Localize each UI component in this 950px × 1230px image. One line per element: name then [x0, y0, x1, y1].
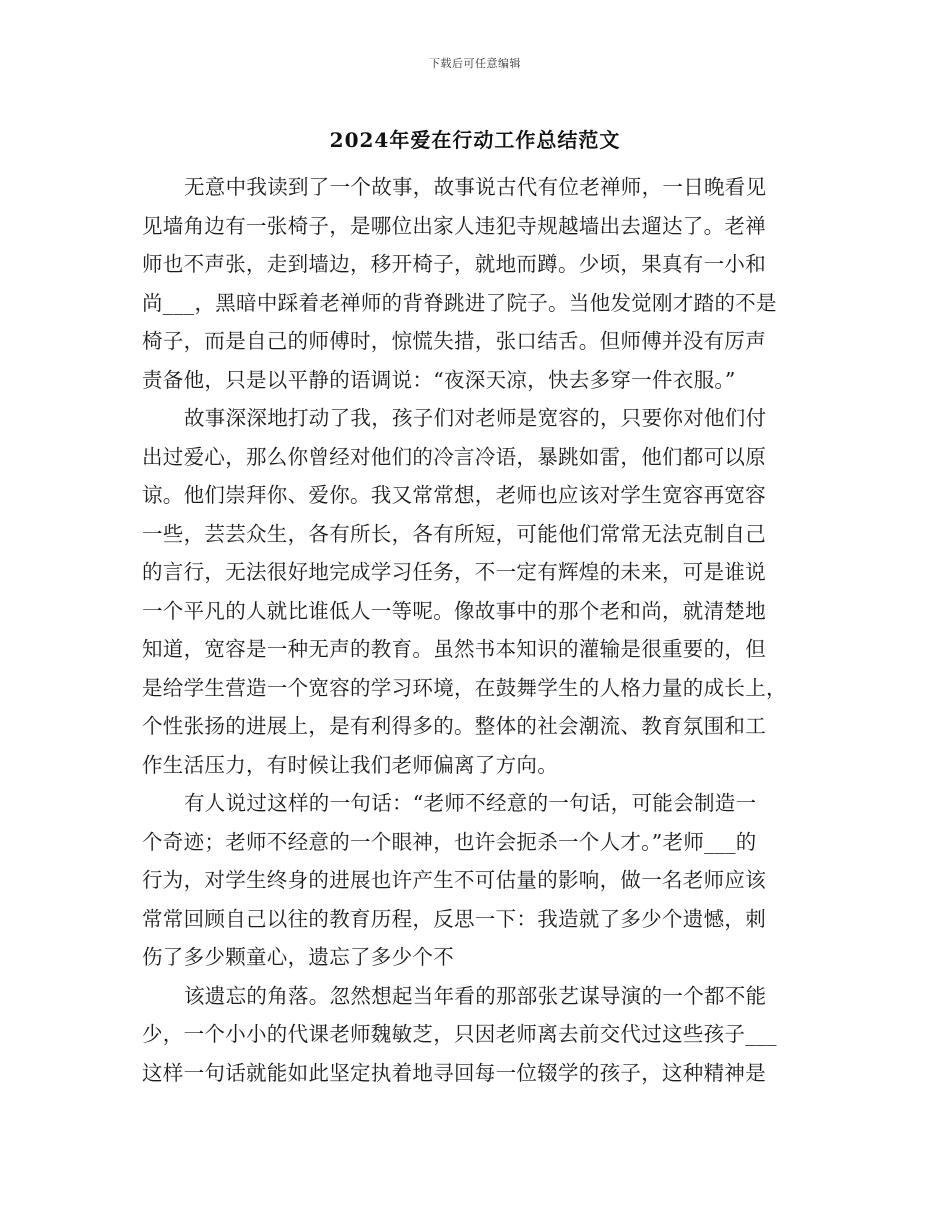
paragraph-line: 行为，对学生终身的进展也许产生不可估量的影响，做一名老师应该	[142, 868, 766, 892]
paragraph-line: 该遗忘的角落。忽然想起当年看的那部张艺谋导演的一个都不能	[184, 983, 767, 1008]
paragraph-line: 无意中我读到了一个故事，故事说古代有位老禅师，一日晚看见	[184, 175, 767, 199]
paragraph-line: 的言行，无法很好地完成学习任务，不一定有辉煌的未来，可是谁说	[142, 560, 766, 584]
paragraph-line: 一个平凡的人就比谁低人一等呢。像故事中的那个老和尚，就清楚地	[142, 598, 766, 623]
paragraph-line: 这样一句话就能如此坚定执着地寻回每一位辍学的孩子，这种精神是	[142, 1060, 766, 1085]
document-title: 2024年爱在行动工作总结范文	[329, 128, 621, 152]
paragraph-line: 个性张扬的进展上，是有利得多的。整体的社会潮流、教育氛围和工	[142, 714, 766, 738]
paragraph-line: 故事深深地打动了我，孩子们对老师是宽容的，只要你对他们付	[184, 406, 767, 430]
paragraph-line: 少，一个小小的代课老师魏敏芝，只因老师离去前交代过这些孩子___	[142, 1022, 777, 1046]
paragraph-line: 尚___，黑暗中踩着老禅师的背脊跳进了院子。当他发觉刚才踏的不是	[142, 290, 777, 315]
paragraph-line: 知道，宽容是一种无声的教育。虽然书本知识的灌输是很重要的，但	[142, 637, 766, 661]
document-body	[142, 168, 822, 1092]
paragraph-line: 责备他，只是以平静的语调说：“夜深天凉，快去多穿一件衣服。”	[142, 367, 736, 392]
paragraph-line: 出过爱心，那么你曾经对他们的冷言冷语，暴跳如雷，他们都可以原	[142, 444, 766, 469]
paragraph-line: 作生活压力，有时候让我们老师偏离了方向。	[142, 752, 558, 777]
paragraph-line: 有人说过这样的一句话：“老师不经意的一句话，可能会制造一	[184, 791, 757, 815]
paragraph-line: 常常回顾自己以往的教育历程，反思一下：我造就了多少个遗憾，刺	[142, 906, 766, 931]
page-header-note: 下载后可任意编辑	[429, 57, 521, 70]
paragraph-line: 是给学生营造一个宽容的学习环境，在鼓舞学生的人格力量的成长上，	[142, 675, 787, 700]
paragraph-line: 椅子，而是自己的师傅时，惊慌失措，张口结舌。但师傅并没有厉声	[142, 329, 766, 353]
paragraph-line: 见墙角边有一张椅子，是哪位出家人违犯寺规越墙出去遛达了。老禅	[142, 213, 766, 238]
paragraph-line: 谅。他们崇拜你、爱你。我又常常想，老师也应该对学生宽容再宽容	[142, 483, 766, 507]
paragraph-line: 师也不声张，走到墙边，移开椅子，就地而蹲。少顷，果真有一小和	[142, 252, 766, 276]
paragraph-line: 一些，芸芸众生，各有所长，各有所短，可能他们常常无法克制自己	[142, 521, 766, 546]
paragraph-line: 伤了多少颗童心，遗忘了多少个不	[142, 945, 454, 969]
paragraph-line: 个奇迹；老师不经意的一个眼神，也许会扼杀一个人才。”老师___的	[142, 829, 757, 854]
